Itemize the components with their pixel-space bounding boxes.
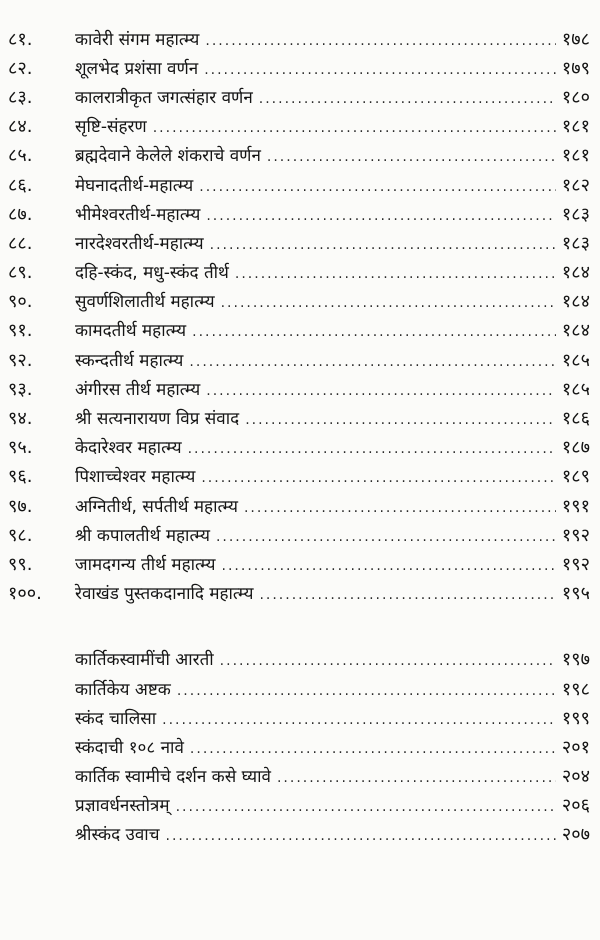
entry-title: कामदतीर्थ महात्म्य [75, 321, 187, 342]
entry-title: अंगीरस तीर्थ महात्म्य [75, 379, 201, 400]
toc-entry [0, 170, 600, 199]
dot-leader [277, 770, 556, 786]
page-number: १७९ [561, 57, 590, 79]
entry-content [75, 318, 590, 342]
toc-entry [0, 433, 600, 462]
page-number: १९९ [561, 707, 590, 729]
toc-entry [0, 316, 600, 345]
dot-leader [189, 354, 555, 370]
toc-entry [0, 820, 600, 849]
dot-leader [244, 500, 556, 516]
page-number: २०१ [561, 736, 590, 758]
dot-leader [192, 324, 556, 340]
entry-title: ब्रह्मदेवाने केलेले शंकराचे वर्णन [75, 146, 261, 167]
page-number: १८९ [561, 466, 590, 488]
toc-entry [0, 549, 600, 578]
chapter-number: ८३. [8, 86, 33, 108]
entry-content [75, 173, 590, 197]
dot-leader [220, 653, 556, 669]
entry-title: कावेरी संगम महात्म्य [75, 29, 200, 50]
toc-entry [0, 703, 600, 732]
entry-content [75, 231, 590, 255]
toc-entry [0, 199, 600, 228]
toc-entry [0, 258, 600, 287]
entry-title: स्कंदाची १०८ नावे [75, 737, 184, 758]
page-number: २०७ [561, 824, 590, 846]
page-number: १८१ [561, 116, 590, 138]
dot-leader [204, 62, 556, 78]
toc-entry [0, 53, 600, 82]
entry-title: कार्तिक स्वामीचे दर्शन कसे घ्यावे [75, 767, 271, 788]
entry-content [75, 377, 590, 401]
chapter-number: ८७. [8, 203, 33, 225]
entry-title: स्कन्दतीर्थ महात्म्य [75, 350, 184, 371]
entry-title: केदारेश्वर महात्म्य [75, 438, 182, 459]
toc-entry [0, 645, 600, 674]
page-number: १८४ [561, 320, 590, 342]
page-number: १८७ [561, 437, 590, 459]
page-number: १८४ [561, 262, 590, 284]
dot-leader [153, 120, 556, 136]
dot-leader [199, 179, 556, 195]
entry-title: भीमेश्वरतीर्थ-महात्म्य [75, 204, 201, 225]
entry-content [75, 56, 590, 80]
entry-content [75, 793, 590, 817]
page-number: १९१ [561, 495, 590, 517]
chapter-number: ८४. [8, 116, 33, 138]
chapter-number: ९९. [8, 553, 33, 575]
entry-content [75, 260, 590, 284]
dot-leader [176, 799, 556, 815]
entry-title: कार्तिकस्वामींची आरती [75, 650, 214, 671]
chapter-number: ८१. [8, 28, 33, 50]
dot-leader [216, 529, 556, 545]
dot-leader [259, 91, 556, 107]
entry-content [75, 677, 590, 701]
entry-content [75, 523, 590, 547]
page-number: १८१ [561, 145, 590, 167]
entry-content [75, 85, 590, 109]
chapter-number: ९२. [8, 349, 33, 371]
toc-entry [0, 579, 600, 608]
dot-leader [190, 741, 556, 757]
toc-entry [0, 403, 600, 432]
dot-leader [221, 295, 556, 311]
page-number: १९८ [561, 678, 590, 700]
page-number: १९७ [561, 649, 590, 671]
page-number: १८४ [561, 291, 590, 313]
chapter-number: १००. [8, 583, 42, 605]
entry-title: अग्नितीर्थ, सर्पतीर्थ महात्म्य [75, 496, 238, 517]
toc-entry [0, 791, 600, 820]
entry-title: श्री कपालतीर्थ महात्म्य [75, 525, 210, 546]
chapter-number: ९७. [8, 495, 33, 517]
entry-title: प्रज्ञावर्धनस्तोत्रम् [75, 796, 170, 817]
page-number: १९२ [561, 524, 590, 546]
chapter-number: ९१. [8, 320, 33, 342]
entry-title: मेघनादतीर्थ-महात्म्य [75, 175, 194, 196]
dot-leader [235, 266, 556, 282]
entry-title: जामदगन्य तीर्थ महात्म्य [75, 554, 216, 575]
chapter-number: ८९. [8, 262, 33, 284]
entry-content [75, 764, 590, 788]
entry-content [75, 289, 590, 313]
entry-title: सृष्टि-संहरण [75, 117, 147, 138]
entry-title: श्री सत्यनारायण विप्र संवाद [75, 409, 240, 430]
entry-content [75, 494, 590, 518]
toc-entry [0, 762, 600, 791]
chapter-number: ९३. [8, 378, 33, 400]
entry-content [75, 348, 590, 372]
page-number: २०६ [561, 795, 590, 817]
dot-leader [177, 683, 556, 699]
chapter-number: ९८. [8, 524, 33, 546]
entry-content [75, 27, 590, 51]
toc-entry [0, 374, 600, 403]
dot-leader [162, 712, 556, 728]
entry-title: कालरात्रीकृत जगत्संहार वर्णन [75, 87, 253, 108]
page-number: १८५ [561, 378, 590, 400]
chapter-number: ८५. [8, 145, 33, 167]
toc-entry [0, 24, 600, 53]
toc-entry [0, 732, 600, 761]
dot-leader [259, 587, 555, 603]
page-number: १९२ [561, 553, 590, 575]
dot-leader [210, 237, 556, 253]
chapter-number: ९५. [8, 437, 33, 459]
entry-content [75, 406, 590, 430]
entry-content [75, 552, 590, 576]
entry-content [75, 706, 590, 730]
chapter-number: ९४. [8, 408, 33, 430]
page-number: १८३ [561, 232, 590, 254]
chapter-number: ८२. [8, 57, 33, 79]
toc-entry [0, 520, 600, 549]
dot-leader [201, 470, 556, 486]
page-number: १८५ [561, 349, 590, 371]
toc-entry [0, 462, 600, 491]
dot-leader [188, 441, 556, 457]
dot-leader [166, 828, 556, 844]
entry-content [75, 114, 590, 138]
entry-content [75, 464, 590, 488]
entry-title: दहि-स्कंद, मधु-स्कंद तीर्थ [75, 263, 229, 284]
entry-title: श्रीस्कंद उवाच [75, 825, 160, 846]
entry-content [75, 202, 590, 226]
page-number: १८० [561, 86, 590, 108]
entry-content [75, 143, 590, 167]
dot-leader [222, 558, 556, 574]
entry-content [75, 647, 590, 671]
entry-title: नारदेश्वरतीर्थ-महात्म्य [75, 233, 204, 254]
section-gap [0, 608, 600, 645]
chapter-number: ८८. [8, 232, 33, 254]
page-number: १९५ [561, 583, 590, 605]
chapter-list [0, 24, 600, 608]
entry-content [75, 735, 590, 759]
toc-entry [0, 287, 600, 316]
dot-leader [206, 208, 556, 224]
toc-entry [0, 82, 600, 111]
chapter-number: ९०. [8, 291, 33, 313]
entry-content [75, 822, 590, 846]
toc-entry [0, 345, 600, 374]
dot-leader [206, 383, 556, 399]
chapter-number: ८६. [8, 174, 33, 196]
appendix-list [0, 645, 600, 849]
page-number: २०४ [561, 766, 590, 788]
toc-entry [0, 141, 600, 170]
entry-title: सुवर्णशिलातीर्थ महात्म्य [75, 292, 215, 313]
page-number: १८३ [561, 203, 590, 225]
page-number: १७८ [561, 28, 590, 50]
chapter-number: ९६. [8, 466, 33, 488]
entry-title: रेवाखंड पुस्तकदानादि महात्म्य [75, 584, 254, 605]
toc-entry [0, 228, 600, 257]
page-number: १८६ [561, 408, 590, 430]
toc-entry [0, 112, 600, 141]
toc-entry [0, 674, 600, 703]
page-number: १८२ [561, 174, 590, 196]
entry-title: स्कंद चालिसा [75, 708, 157, 729]
entry-content [75, 581, 590, 605]
entry-content [75, 435, 590, 459]
toc-entry [0, 491, 600, 520]
entry-title: शूलभेद प्रशंसा वर्णन [75, 58, 199, 79]
entry-title: कार्तिकेय अष्टक [75, 679, 171, 700]
dot-leader [267, 149, 556, 165]
entry-title: पिशाच्चेश्वर महात्म्य [75, 467, 196, 488]
dot-leader [245, 412, 556, 428]
dot-leader [205, 33, 556, 49]
